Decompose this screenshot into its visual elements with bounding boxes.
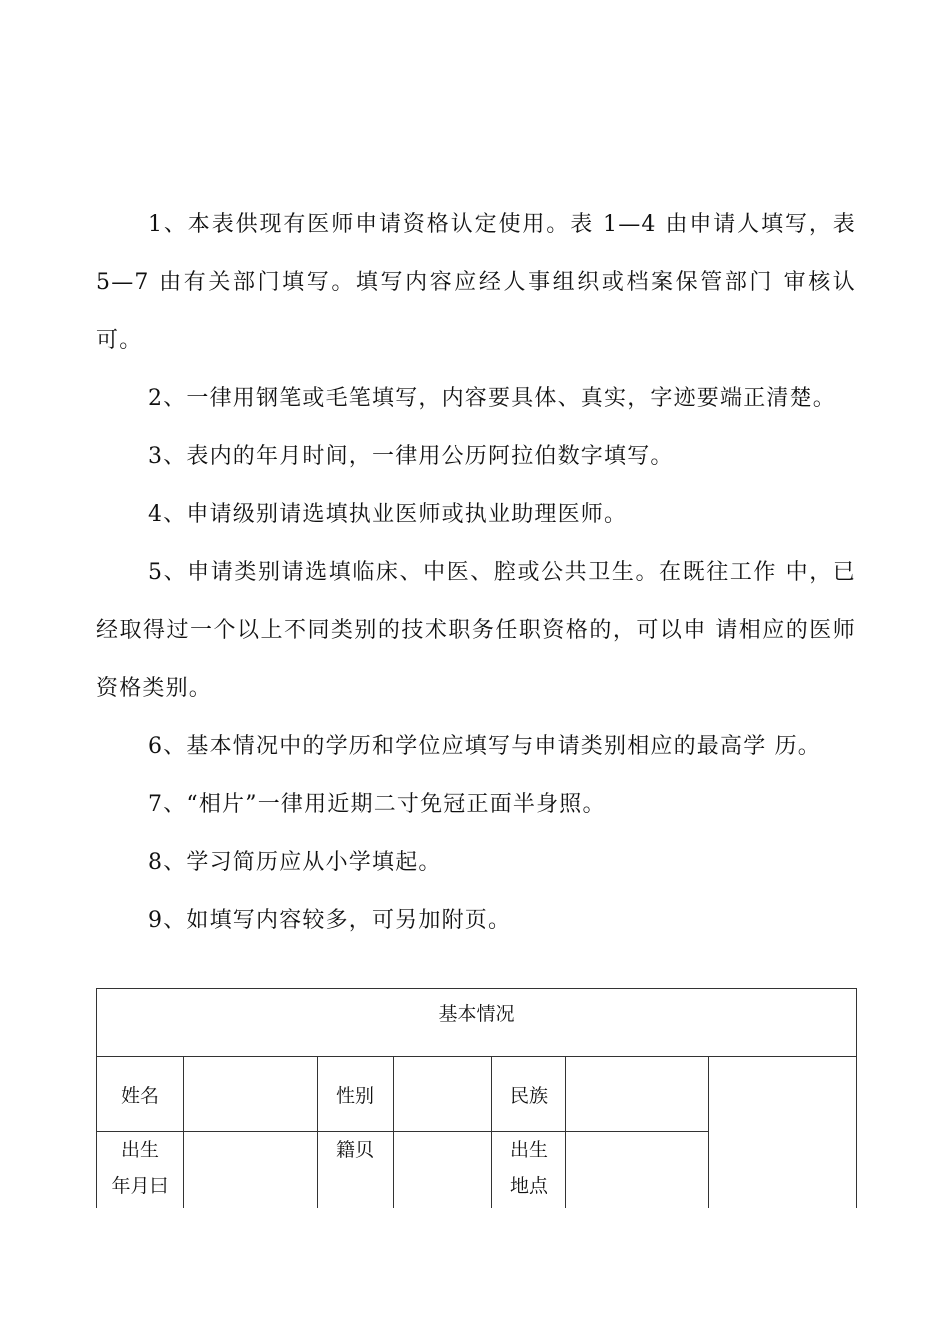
name-field[interactable] xyxy=(184,1057,318,1132)
gender-label: 性别 xyxy=(318,1057,394,1132)
birth-place-label xyxy=(492,1132,566,1209)
instructions-section xyxy=(96,196,856,950)
instruction-item-3: 3、表内的年月时间，一律用公历阿拉伯数字填写。 xyxy=(148,444,674,469)
table-title: 基本情况 xyxy=(97,989,857,1057)
photo-field[interactable] xyxy=(709,1057,857,1209)
name-label: 姓名 xyxy=(97,1057,184,1132)
instruction-item-1: 1、本表供现有医师申请资格认定使用。表 1—4 由申请人填写，表 5—7 由有关部门填写。填写内容应经人事组织或档案保管部门 审核认可。 xyxy=(96,212,856,353)
instruction-item-9: 9、如填写内容较多，可另加附页。 xyxy=(148,908,512,933)
birth-place-field[interactable] xyxy=(566,1132,709,1209)
native-place-label xyxy=(318,1132,394,1209)
birth-place-label-line2: 地点 xyxy=(510,1175,549,1197)
birth-place-label-line1: 出生 xyxy=(510,1139,549,1161)
birth-date-field[interactable] xyxy=(184,1132,318,1209)
native-place-field[interactable] xyxy=(394,1132,492,1209)
native-place-label-text: 籍贝 xyxy=(336,1139,375,1161)
instruction-item-4: 4、申请级别请选填执业医师或执业助理医师。 xyxy=(148,502,628,527)
gender-field[interactable] xyxy=(394,1057,492,1132)
ethnicity-field[interactable] xyxy=(566,1057,709,1132)
basic-info-table xyxy=(96,988,857,1208)
birth-date-label-line1: 出生 xyxy=(120,1139,159,1161)
instruction-item-2: 2、一律用钢笔或毛笔填写，内容要具体、真实，字迹要端正清楚。 xyxy=(148,386,836,411)
ethnicity-label: 民族 xyxy=(492,1057,566,1132)
instruction-item-5: 5、申请类别请选填临床、中医、腔或公共卫生。在既往工作 中，已经取得过一个以上不同类别的技术职务任职资格的，可以申 请相应的医师资格类别。 xyxy=(96,560,856,701)
instruction-item-7: 7、“相片”一律用近期二寸免冠正面半身照。 xyxy=(148,792,606,817)
birth-date-label-line2: 年月曰 xyxy=(111,1175,169,1197)
instruction-item-6: 6、基本情况中的学历和学位应填写与申请类别相应的最高学 历。 xyxy=(148,734,821,759)
instruction-item-8: 8、学习简历应从小学填起。 xyxy=(148,850,442,875)
birth-date-label xyxy=(97,1132,184,1209)
